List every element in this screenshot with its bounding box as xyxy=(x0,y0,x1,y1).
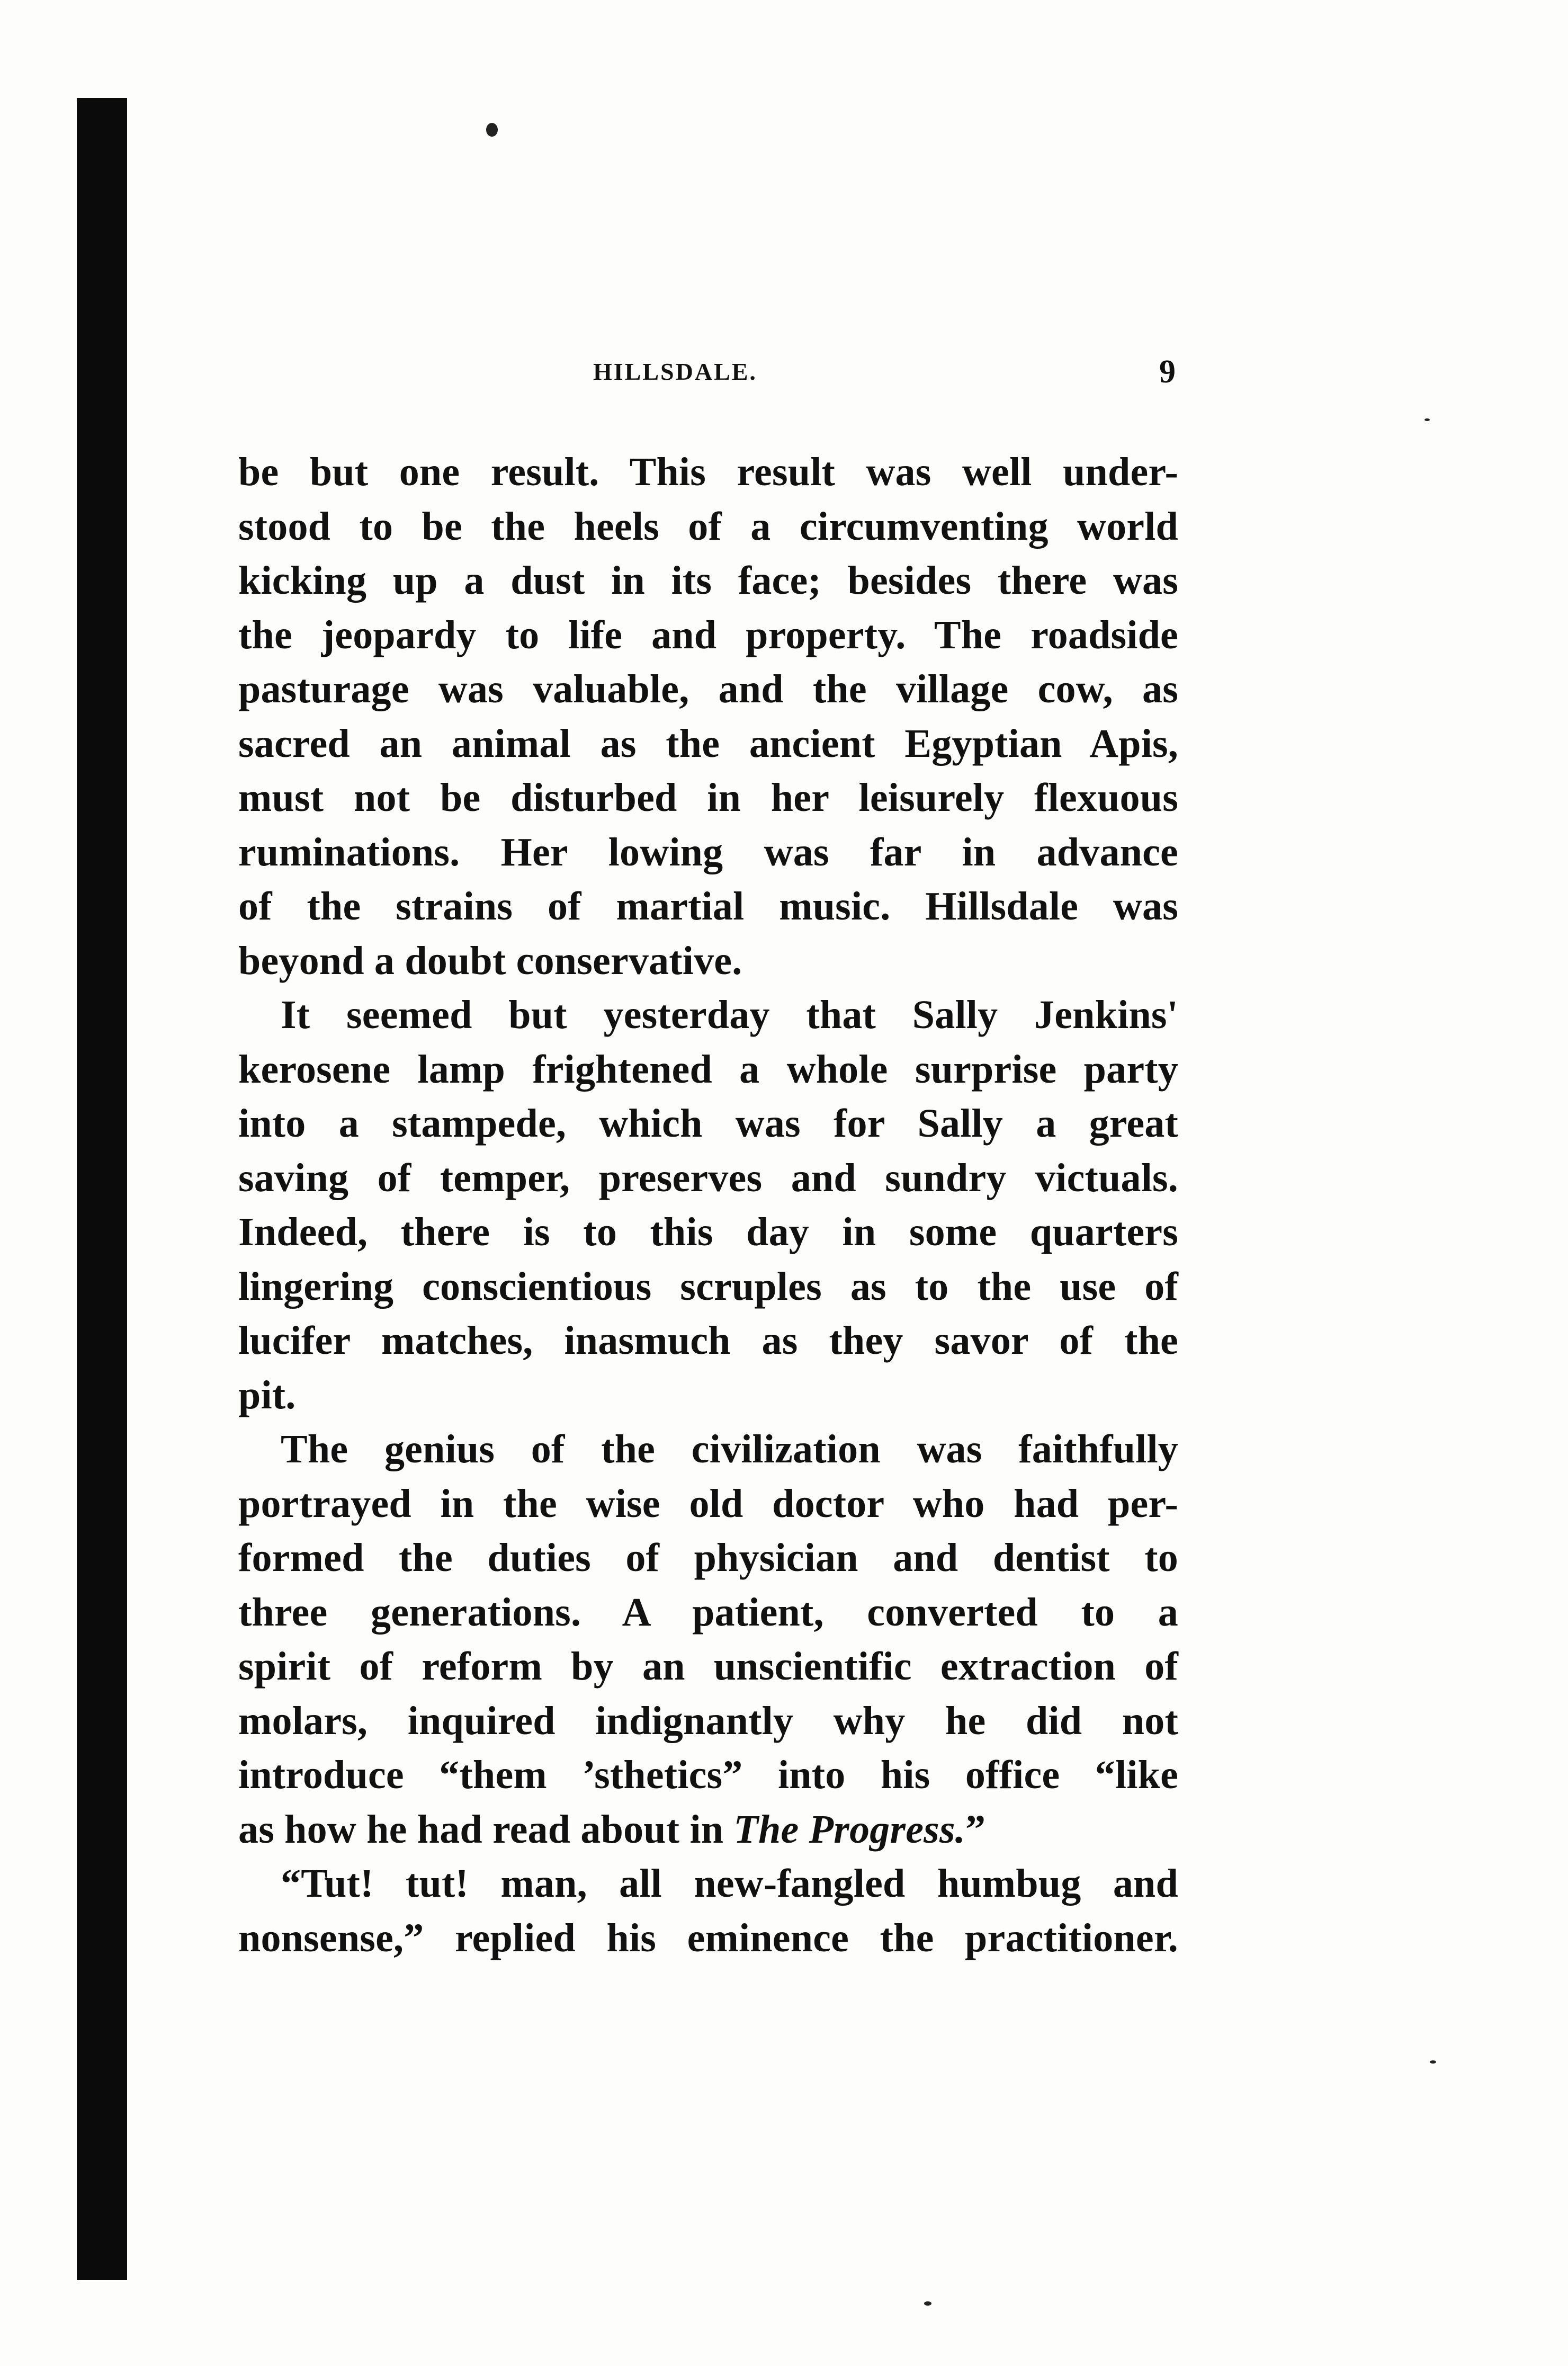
text-line: It seemed but yesterday that Sally Jenkins' xyxy=(281,993,1178,1037)
text-line: stood to be the heels of a circumventing world xyxy=(238,504,1178,549)
text-line: must not be disturbed in her leisurely flexuous xyxy=(238,775,1178,820)
text-line: formed the duties of physician and dentist to xyxy=(238,1535,1178,1580)
scan-speck xyxy=(1430,2060,1436,2064)
text-line: into a stampede, which was for Sally a great xyxy=(238,1101,1178,1146)
text-line xyxy=(238,1802,1178,1857)
scan-speck xyxy=(486,123,498,137)
text-line: be but one result. This result was well under- xyxy=(238,450,1178,494)
text-line: portrayed in the wise old doctor who had per- xyxy=(238,1481,1178,1526)
text-line: beyond a doubt conservative. xyxy=(238,938,742,983)
text-line: pit. xyxy=(238,1372,296,1417)
page-header xyxy=(238,354,1176,400)
text-line: kicking up a dust in its face; besides there was xyxy=(238,558,1178,603)
scan-speck xyxy=(924,2301,931,2306)
page-number: 9 xyxy=(1159,354,1176,390)
text-line: of the strains of martial music. Hillsdale was xyxy=(238,884,1178,928)
running-head: HILLSDALE. xyxy=(593,358,757,385)
text-line: introduce “them ’sthetics” into his office “like xyxy=(238,1753,1178,1797)
text-line: molars, inquired indignantly why he did not xyxy=(238,1698,1178,1743)
text-line: The genius of the civilization was faithfully xyxy=(281,1427,1178,1471)
text-line: “Tut! tut! man, all new-fangled humbug and xyxy=(281,1861,1178,1906)
text-line: ruminations. Her lowing was far in advance xyxy=(238,829,1178,874)
periodical-title: The Progress. xyxy=(733,1807,965,1852)
text-line: kerosene lamp frightened a whole surprise party xyxy=(238,1047,1178,1092)
text-line: three generations. A patient, converted to a xyxy=(238,1590,1178,1635)
text-segment: ” xyxy=(965,1807,986,1852)
body-text xyxy=(238,445,1178,1965)
text-line: pasturage was valuable, and the village cow, as xyxy=(238,667,1178,711)
scan-binding-shadow xyxy=(77,98,127,2280)
text-line: lingering conscientious scruples as to the use of xyxy=(238,1264,1178,1309)
text-line: saving of temper, preserves and sundry victuals. xyxy=(238,1155,1178,1200)
text-line: spirit of reform by an unscientific extraction of xyxy=(238,1644,1178,1689)
text-line: sacred an animal as the ancient Egyptian Apis, xyxy=(238,721,1178,766)
scan-speck xyxy=(1424,418,1430,421)
text-line: the jeopardy to life and property. The roadside xyxy=(238,612,1178,657)
text-line: nonsense,” replied his eminence the practitioner. xyxy=(238,1915,1178,1960)
text-line: Indeed, there is to this day in some quarters xyxy=(238,1210,1178,1254)
text-line: lucifer matches, inasmuch as they savor of the xyxy=(238,1318,1178,1363)
text-segment: as how he had read about in xyxy=(238,1807,734,1852)
